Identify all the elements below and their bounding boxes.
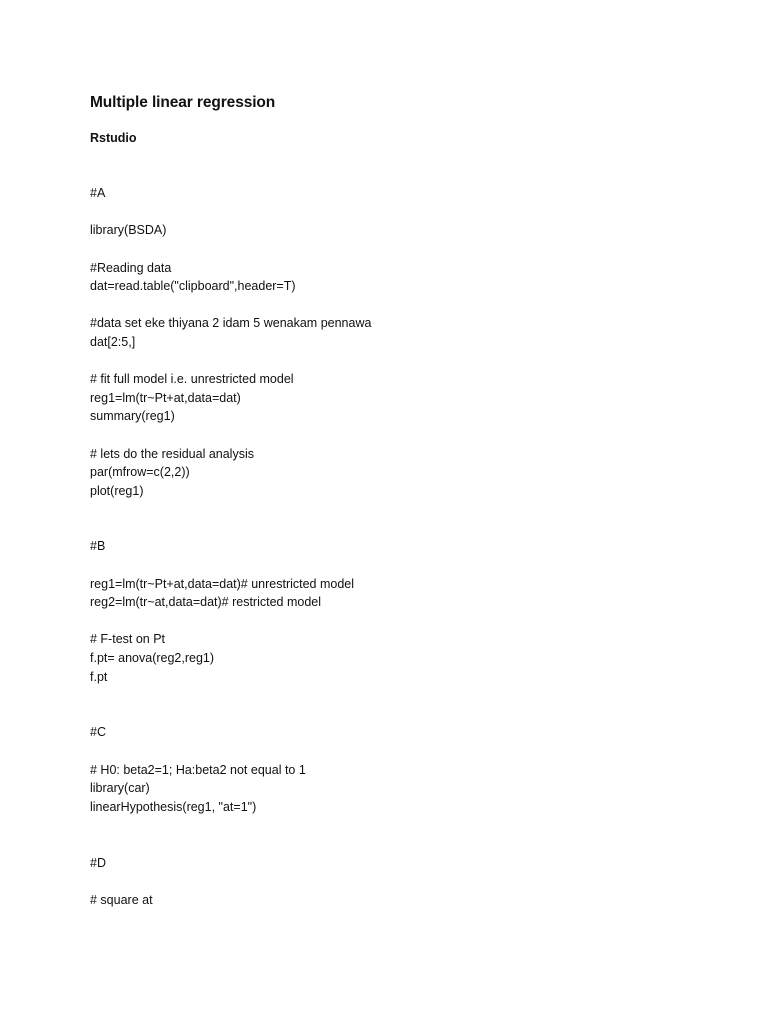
comment-line: #data set eke thiyana 2 idam 5 wenakam pennawa [90,316,372,331]
section-heading-b: #B [90,539,106,554]
code-line: linearHypothesis(reg1, "at=1") [90,799,257,814]
comment-line: # lets do the residual analysis [90,446,254,461]
code-line: f.pt [90,669,108,684]
comment-line: #Reading data [90,260,172,275]
code-line: par(mfrow=c(2,2)) [90,465,190,480]
comment-line: # F-test on Pt [90,632,166,647]
code-line: reg2=lm(tr~at,data=dat)# restricted model [90,595,322,610]
code-line: dat[2:5,] [90,334,136,349]
document-content [90,92,710,909]
code-line: f.pt= anova(reg2,reg1) [90,651,215,666]
document-subtitle: Rstudio [90,131,137,145]
section-heading-d: #D [90,855,106,870]
section-heading-a: #A [90,186,106,201]
document-title: Multiple linear regression [90,94,276,111]
code-line: summary(reg1) [90,409,175,424]
code-line: reg1=lm(tr~Pt+at,data=dat)# unrestricted model [90,576,355,591]
code-line: library(BSDA) [90,223,167,238]
comment-line: # square at [90,892,153,907]
section-heading-c: #C [90,725,106,740]
code-line: reg1=lm(tr~Pt+at,data=dat) [90,390,241,405]
code-line: dat=read.table("clipboard",header=T) [90,279,296,294]
code-line: library(car) [90,781,150,796]
comment-line: # H0: beta2=1; Ha:beta2 not equal to 1 [90,762,306,777]
comment-line: # fit full model i.e. unrestricted model [90,372,294,387]
code-line: plot(reg1) [90,483,144,498]
